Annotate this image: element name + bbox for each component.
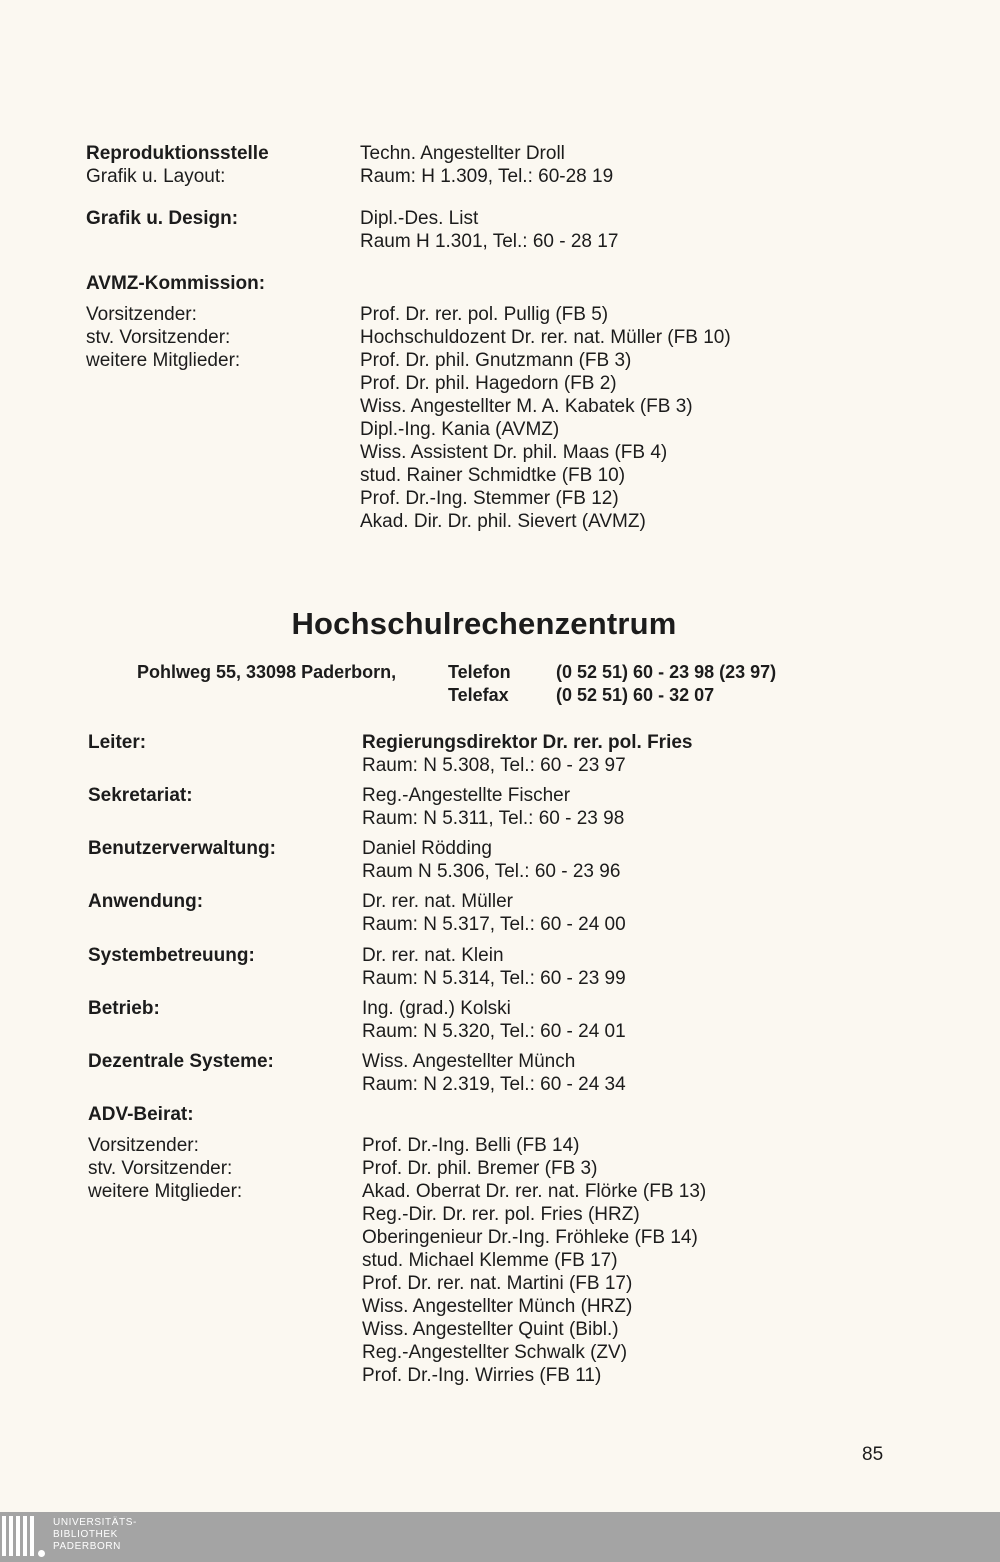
avmz-members [360,303,731,533]
role-label: weitere Mitglieder: [88,1181,243,1202]
hrz-title: Hochschulrechenzentrum [291,606,677,641]
member-line: Prof. Dr. phil. Hagedorn (FB 2) [360,373,617,394]
hrz-address: Pohlweg 55, 33098 Paderborn, [137,662,397,682]
member-line: Oberingenieur Dr.-Ing. Fröhleke (FB 14) [362,1227,698,1248]
text-line: Wiss. Angestellter Münch [362,1051,576,1072]
sekretariat-value [362,784,624,830]
benutzerverwaltung-value [362,837,620,883]
member-line: Prof. Dr. phil. Gnutzmann (FB 3) [360,350,632,371]
library-footer [0,1512,1000,1562]
phone-value: (0 52 51) 60 - 23 98 (23 97) [556,662,777,682]
anwendung-value [362,890,626,936]
avmz-roles [86,303,240,372]
member-line: Prof. Dr. rer. pol. Pullig (FB 5) [360,304,609,325]
member-line: Hochschuldozent Dr. rer. nat. Müller (FB 10) [360,327,731,348]
member-line: stud. Rainer Schmidtke (FB 10) [360,465,626,486]
member-line: Wiss. Angestellter Münch (HRZ) [362,1296,633,1317]
phone-label: Telefon [448,662,511,682]
text-line: Raum: N 5.320, Tel.: 60 - 24 01 [362,1021,626,1042]
text-line: Raum: N 5.314, Tel.: 60 - 23 99 [362,968,626,989]
text-line: Regierungsdirektor Dr. rer. pol. Fries [362,732,693,753]
text-line: Raum: N 5.317, Tel.: 60 - 24 00 [362,914,626,935]
role-label: stv. Vorsitzender: [86,327,231,348]
library-name [53,1517,137,1553]
adv-beirat-heading: ADV-Beirat: [88,1104,194,1125]
page-number: 85 [862,1444,884,1465]
member-line: Wiss. Angestellter Quint (Bibl.) [362,1319,619,1340]
member-line: Prof. Dr.-Ing. Belli (FB 14) [362,1135,580,1156]
library-name-line: BIBLIOTHEK [53,1529,118,1540]
role-label: Vorsitzender: [88,1135,199,1156]
sekretariat-label: Sekretariat: [88,785,193,806]
library-name-line: UNIVERSITÄTS- [53,1517,137,1528]
text-line: Raum: N 5.311, Tel.: 60 - 23 98 [362,808,625,829]
member-line: Prof. Dr.-Ing. Wirries (FB 11) [362,1365,602,1386]
fax-value: (0 52 51) 60 - 32 07 [556,685,715,705]
text-line: Raum: N 5.308, Tel.: 60 - 23 97 [362,755,626,776]
avmz-kommission-heading: AVMZ-Kommission: [86,273,266,294]
text-line: Dipl.-Des. List [360,208,479,229]
reproduktionsstelle-label: Reproduktionsstelle [86,143,269,164]
role-label: weitere Mitglieder: [86,350,241,371]
benutzerverwaltung-label: Benutzerverwaltung: [88,838,276,859]
text-line: Raum N 5.306, Tel.: 60 - 23 96 [362,861,621,882]
text-line: Daniel Rödding [362,838,492,859]
reproduktionsstelle-value [360,142,613,188]
library-name-line: PADERBORN [53,1541,122,1552]
member-line: Reg.-Dir. Dr. rer. pol. Fries (HRZ) [362,1204,640,1225]
library-logo-icon [2,1516,37,1558]
text-line: Raum: N 2.319, Tel.: 60 - 24 34 [362,1074,626,1095]
text-line: Reg.-Angestellte Fischer [362,785,571,806]
anwendung-label: Anwendung: [88,891,204,912]
text-line: Raum: H 1.309, Tel.: 60-28 19 [360,166,614,187]
fax-label: Telefax [448,685,509,705]
text-line: Dr. rer. nat. Klein [362,945,504,966]
text-line: Ing. (grad.) Kolski [362,998,511,1019]
dezentrale-systeme-value [362,1050,626,1096]
member-line: Wiss. Angestellter M. A. Kabatek (FB 3) [360,396,693,417]
leiter-label: Leiter: [88,732,147,753]
grafik-design-label: Grafik u. Design: [86,208,239,229]
betrieb-label: Betrieb: [88,998,160,1019]
adv-members [362,1134,706,1387]
member-line: stud. Michael Klemme (FB 17) [362,1250,618,1271]
member-line: Prof. Dr. rer. nat. Martini (FB 17) [362,1273,633,1294]
systembetreuung-value [362,944,626,990]
grafik-layout-label: Grafik u. Layout: [86,166,226,187]
member-line: Prof. Dr.-Ing. Stemmer (FB 12) [360,488,619,509]
text-line: Raum H 1.301, Tel.: 60 - 28 17 [360,231,619,252]
role-label: stv. Vorsitzender: [88,1158,233,1179]
member-line: Reg.-Angestellter Schwalk (ZV) [362,1342,628,1363]
member-line: Wiss. Assistent Dr. phil. Maas (FB 4) [360,442,668,463]
member-line: Dipl.-Ing. Kania (AVMZ) [360,419,560,440]
grafik-design-value [360,207,618,253]
role-label: Vorsitzender: [86,304,197,325]
betrieb-value [362,997,626,1043]
text-line: Dr. rer. nat. Müller [362,891,513,912]
text-line: Techn. Angestellter Droll [360,143,565,164]
member-line: Prof. Dr. phil. Bremer (FB 3) [362,1158,598,1179]
adv-roles [88,1134,242,1203]
member-line: Akad. Oberrat Dr. rer. nat. Flörke (FB 13) [362,1181,707,1202]
leiter-value [362,731,693,777]
dezentrale-systeme-label: Dezentrale Systeme: [88,1051,274,1072]
member-line: Akad. Dir. Dr. phil. Sievert (AVMZ) [360,511,646,532]
systembetreuung-label: Systembetreuung: [88,945,255,966]
